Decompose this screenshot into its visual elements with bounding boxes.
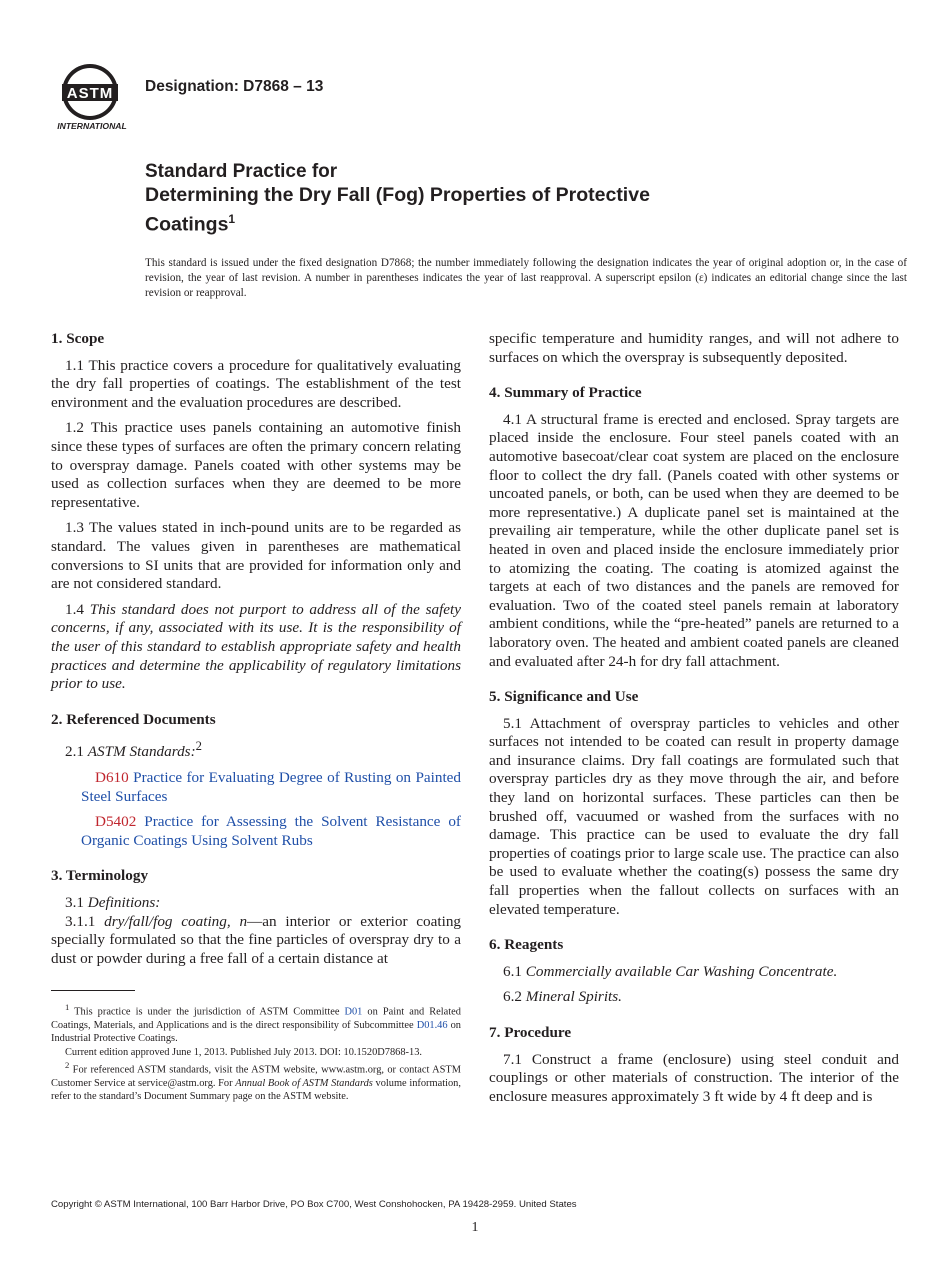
left-column <box>51 330 461 975</box>
section-heading-scope: 1. Scope <box>51 330 105 347</box>
paragraph-1-3: 1.3 The values stated in inch-pound units are to be regarded as standard. The values given in parentheses are mathematical conversions to SI units that are provided for information only and are not considered standard. <box>51 519 461 593</box>
section-heading-reagents: 6. Reagents <box>489 936 564 954</box>
section-heading-procedure: 7. Procedure <box>489 1024 572 1041</box>
astm-standards-label: ASTM Standards: <box>87 743 196 761</box>
safety-statement: This standard does not purport to address all of the safety concerns, if any, associated with its use. It is the responsibility of the user of this standard to establish appropriate safety and health practices and determine the applicability of regulatory limitations prior to use. <box>51 600 461 693</box>
footnote-mark: 2 <box>65 1060 70 1071</box>
paragraph-number: 3.1 <box>65 893 88 911</box>
footnote-text: For referenced ASTM standards, visit the ASTM website, www.astm.org, or contact ASTM Customer Service at service@astm.org. For <box>51 1064 461 1089</box>
reference-d610[interactable] <box>51 769 461 806</box>
reference-title[interactable]: Practice for Evaluating Degree of Rusting on Painted Steel Surfaces <box>81 768 462 805</box>
paragraph-number: 1.4 <box>65 600 90 618</box>
logo-subtext: INTERNATIONAL <box>57 121 127 131</box>
footnote-text: on Industrial Protective Coatings. <box>51 1019 461 1045</box>
document-header <box>50 58 910 138</box>
section-heading-summary: 4. Summary of Practice <box>489 384 642 402</box>
paragraph-3-1-1 <box>51 913 461 969</box>
paragraph-5-1: 5.1 Attachment of overspray particles to vehicles and other surfaces not intended to be coated can result in property damage and insurance claims. Dry fall coatings are formulated such that overspray particles dry as they move through the air, and before they land on horizontal surfaces. These particles can then be brushed off, vacuumed or washed from the surfaces with no damage. This practice can be used to evaluate the dry fall properties of coatings prior to large scale use. The practice can also be used to evaluate whether the coating(s) possess the same dry fall properties when the fallout collects on surfaces with an elevated temperature. <box>489 714 899 918</box>
paragraph-1-4 <box>51 601 461 694</box>
title-line-2: Determining the Dry Fall (Fog) Properties of Protective <box>145 184 650 206</box>
paragraph-number: 6.2 <box>503 988 526 1006</box>
section-heading-terminology: 3. Terminology <box>51 867 149 885</box>
footnote-divider <box>51 990 135 991</box>
right-column <box>489 330 899 1113</box>
document-title <box>145 160 865 237</box>
subcommittee-link[interactable]: D01.46 <box>416 1019 448 1031</box>
reference-code[interactable]: D5402 <box>95 813 137 831</box>
reagent-name: Mineral Spirits. <box>525 988 622 1006</box>
paragraph-3-1 <box>51 894 461 913</box>
page-number: 1 <box>471 1220 479 1235</box>
title-footnote-mark: 1 <box>228 212 236 226</box>
definition-text: —an interior or exterior coating specially formulated so that the fine particles of overspray dry to a dust or powder during a free fall of a certain distance at <box>51 912 462 967</box>
paragraph-1-2: 1.2 This practice uses panels containing an automotive finish since these types of surfaces are often the primary concern relating to overspray damage. Panels coated with other systems may be used as collection surfaces when they are deemed to be more representative. <box>51 419 461 511</box>
paragraph-7-1: 7.1 Construct a frame (enclosure) using steel conduit and couplings or other materials of construction. The interior of the enclosure measures approximately 3 ft wide by 4 ft deep and is <box>489 1050 899 1105</box>
title-line-1: Standard Practice for <box>145 161 338 182</box>
reagent-name: Commercially available Car Washing Concentrate. <box>525 962 838 980</box>
logo-text: ASTM <box>66 85 114 102</box>
footnote-1 <box>51 1001 461 1046</box>
footnote-text: on Paint and Related Coatings, Materials, and Applications and is the direct responsibility of Subcommittee <box>51 1006 461 1031</box>
paragraph-2-1 <box>51 737 461 762</box>
paragraph-6-1 <box>489 963 899 982</box>
reference-code[interactable]: D610 <box>95 768 129 786</box>
paragraph-number: 3.1.1 <box>65 912 105 930</box>
footnote-text: volume information, refer to the standard’s Document Summary page on the ASTM website. <box>51 1077 461 1103</box>
paragraph-continuation: specific temperature and humidity ranges, and will not adhere to surfaces on which the overspray is subsequently deposited. <box>489 330 899 366</box>
reference-d5402[interactable] <box>51 813 461 850</box>
footnote-2 <box>51 1059 461 1104</box>
paragraph-6-2 <box>489 988 899 1007</box>
defined-term: dry/fall/fog coating, n <box>104 912 248 930</box>
footnote-mark: 1 <box>65 1002 70 1012</box>
footnotes <box>51 990 461 1104</box>
designation: Designation: D7868 – 13 <box>145 78 324 95</box>
footnote-edition: Current edition approved June 1, 2013. Published July 2013. DOI: 10.1520D7868-13. <box>65 1046 423 1058</box>
paragraph-1-1: 1.1 This practice covers a procedure for qualitatively evaluating the dry fall properties of coatings. The establishment of the test environment and the evaluation procedures are described. <box>51 356 461 411</box>
title-line-3: Coatings <box>145 213 229 236</box>
footnote-text: This practice is under the jurisdiction of ASTM Committee <box>69 1006 345 1018</box>
astm-logo-icon <box>50 58 134 132</box>
paragraph-4-1: 4.1 A structural frame is erected and enclosed. Spray targets are placed inside the enclosure. Four steel panels coated with an automotive basecoat/clear coat system are placed on the enclosure floor to collect the dry fall. (Panels coated with other systems or uncoated panels, or both, can be used when they are deemed to be more representative.) A duplicate panel set is maintained at the prevailing air temperature, while the other duplicate panel set is heated in oven and placed inside the enclosure immediately prior to atomizing the coating. The coating is atomized against the targets at each of two distances and the panels are removed for evaluation. Two of the coated steel panels remain at laboratory ambient conditions, while the “pre-heated” panels are returned to a laboratory oven. The heated and ambient coated panels are cleaned and evaluated after 24-h for dry fall attachment. <box>489 410 899 670</box>
section-heading-significance: 5. Significance and Use <box>489 688 639 706</box>
committee-link[interactable]: D01 <box>344 1006 363 1018</box>
paragraph-number: 2.1 <box>65 743 88 761</box>
footnote-mark: 2 <box>195 739 202 754</box>
section-heading-referenced-documents: 2. Referenced Documents <box>51 710 216 728</box>
paragraph-number: 6.1 <box>503 962 526 980</box>
definitions-label: Definitions: <box>87 893 161 911</box>
reference-title[interactable]: Practice for Assessing the Solvent Resistance of Organic Coatings Using Solvent Rubs <box>81 813 461 849</box>
intro-note: This standard is issued under the fixed designation D7868; the number immediately following the designation indicates the year of original adoption or, in the case of revision, the year of last revision. A number in parentheses indicates the year of last reapproval. A superscript epsilon (ε) indicates an editorial change since the last revision or reapproval. <box>145 257 907 299</box>
copyright-notice: Copyright © ASTM International, 100 Barr Harbor Drive, PO Box C700, West Conshohocken, PA 19428-2959. United States <box>51 1199 577 1210</box>
footnote-italic: Annual Book of ASTM Standards <box>235 1077 373 1089</box>
